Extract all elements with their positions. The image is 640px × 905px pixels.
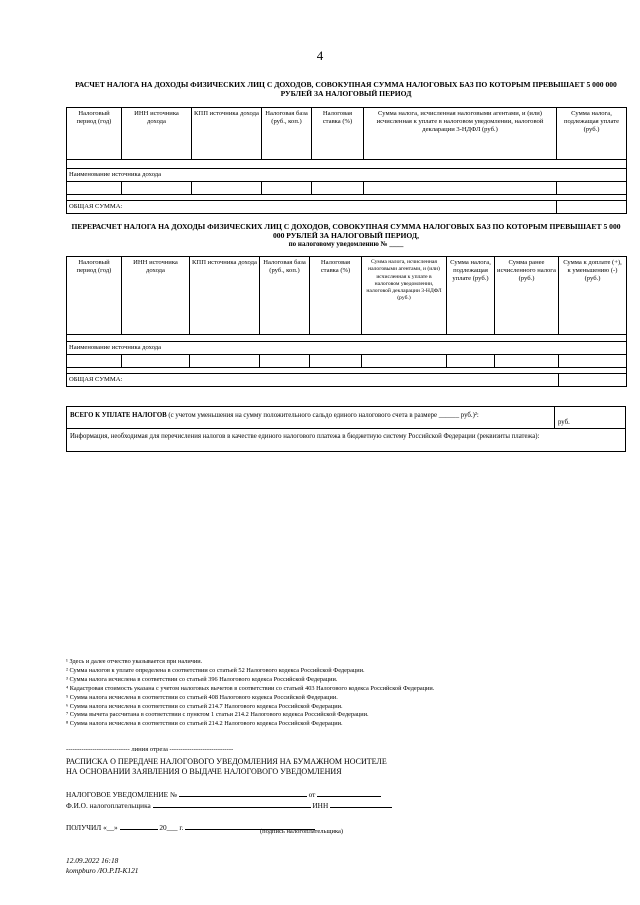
section1-source-label: Наименование источника дохода [67,169,627,182]
section2-title: ПЕРЕРАСЧЕТ НАЛОГА НА ДОХОДЫ ФИЗИЧЕСКИХ ЛИЦ С ДОХОДОВ, СОВОКУПНАЯ СУММА НАЛОГОВЫХ БАЗ ПО КОТОРЫМ ПРЕВЫШАЕТ 5 000 000 РУБЛЕЙ ЗА НАЛОГОВЫЙ ПЕРИОД, по налоговому уведомлению № ____ [66,222,626,249]
header-payable: Сумма налога, подлежащая уплате (руб.) [557,108,627,160]
from-label: от [308,790,316,799]
notice-number-field[interactable] [179,788,307,797]
fio-field[interactable] [153,799,311,808]
footnote: ² Сумма налогов к уплате определена в соответствии со статьей 52 Налогового кодекса Российской Федерации. [66,666,365,674]
print-datetime: 12.09.2022 16:18 [66,856,119,865]
print-footer [66,856,139,876]
total-to-pay-note: (с учетом уменьшения на сумму положительного сальдо единого налогового счета в размере ______ руб.)²: [168,412,479,419]
header-kpp: КПП источника дохода [190,257,260,335]
notice-number-label: НАЛОГОВОЕ УВЕДОМЛЕНИЕ № [66,790,177,799]
section2-table [66,256,627,387]
section1-table [66,107,627,214]
notice-date-field[interactable] [317,788,381,797]
section1-header-row [67,108,627,160]
header-period: Налоговый период (год) [67,108,122,160]
cut-line: ----------------------------- линия отреза ----------------------------- [66,746,234,753]
header-rate: Налоговая ставка (%) [310,257,362,335]
received-label: ПОЛУЧИЛ «__» [66,823,118,832]
header-base: Налоговая база (руб., коп.) [262,108,312,160]
signature-caption: (подпись налогоплательщика) [260,828,344,835]
section1-total-row [67,201,627,214]
fio-line [66,799,392,810]
section1-title: РАСЧЕТ НАЛОГА НА ДОХОДЫ ФИЗИЧЕСКИХ ЛИЦ С ДОХОДОВ, СОВОКУПНАЯ СУММА НАЛОГОВЫХ БАЗ ПО КОТОРЫМ ПРЕВЫШАЕТ 5 000 000 РУБЛЕЙ ЗА НАЛОГОВЫЙ ПЕРИОД [75,80,617,98]
header-kpp: КПП источника дохода [192,108,262,160]
inn-label: ИНН [312,801,329,810]
print-code: kompburo /Ю.Р.П-К121 [66,866,139,875]
header-inn: ИНН источника дохода [122,257,190,335]
footnote: ⁷ Сумма вычета рассчитана в соответствии с пунктом 1 статьи 214.2 Налогового кодекса Российской Федерации. [66,711,369,719]
section2-header-row [67,257,627,335]
header-rate: Налоговая ставка (%) [312,108,364,160]
fio-label: Ф.И.О. налогоплательщика [66,801,151,810]
header-payable: Сумма налога, подлежащая уплате (руб.) [447,257,495,335]
footnote: ⁵ Сумма налога исчислена в соответствии со статьей 408 Налогового кодекса Российской Федерации. [66,693,338,701]
header-calculated: Сумма налога, исчисленная налоговыми агентами, и (или) исчисленная к уплате в налоговом уведомлении, налоговой декларации 3-НДФЛ (руб.) [364,108,557,160]
section1-data-row [67,182,627,195]
header-period: Налоговый период (год) [67,257,122,335]
total-to-pay-box [66,406,626,452]
footnote: ⁸ Сумма налога исчислена в соответствии со статьей 214.2 Налогового кодекса Российской Федерации. [66,720,343,728]
footnote: ⁴ Кадастровая стоимость указана с учетом налоговых вычетов в соответствии со статьей 403 Налогового кодекса Российской Федерации. [66,684,435,692]
header-base: Налоговая база (руб., коп.) [260,257,310,335]
section2-total-row [67,374,627,387]
section2-total-label: ОБЩАЯ СУММА: [67,374,559,387]
header-previous: Сумма ранее исчисленного налога (руб.) [495,257,559,335]
payment-details-info: Информация, необходимая для перечисления налогов в качестве единого налогового платежа в бюджетную систему Российской Федерации (реквизиты платежа): [67,428,625,451]
header-inn: ИНН источника дохода [122,108,192,160]
notice-number-line [66,788,381,799]
page-number: 4 [316,48,324,63]
received-month-field[interactable] [120,821,158,830]
footnote: ¹ Здесь и далее отчество указывается при наличии. [66,658,203,665]
year-label: 20___ г. [159,823,184,832]
section1-total-label: ОБЩАЯ СУММА: [67,201,557,214]
footnote: ⁶ Сумма налога исчислена в соответствии со статьей 214.7 Налогового кодекса Российской Федерации. [66,702,343,710]
footnotes [66,658,626,729]
footnote: ³ Сумма налога исчислена в соответствии со статьей 396 Налогового кодекса Российской Федерации. [66,675,338,683]
section2-data-row [67,355,627,368]
total-to-pay-label: ВСЕГО К УПЛАТЕ НАЛОГОВ [70,412,167,419]
header-calculated: Сумма налога, исчисленная налоговыми агентами, и (или) исчисленная к уплате в налоговом уведомлении, налоговой декларации 3-НДФЛ (руб.) [362,257,447,335]
header-difference: Сумма к доплате (+), к уменьшению (-) (руб.) [559,257,627,335]
inn-field[interactable] [330,799,392,808]
total-currency: руб. [558,419,570,426]
section2-subtitle: по налоговому уведомлению № ____ [288,240,404,248]
receipt-title: РАСПИСКА О ПЕРЕДАЧЕ НАЛОГОВОГО УВЕДОМЛЕНИЯ НА БУМАЖНОМ НОСИТЕЛЕ НА ОСНОВАНИИ ЗАЯВЛЕНИЯ О ВЫДАЧЕ НАЛОГОВОГО УВЕДОМЛЕНИЯ [66,757,387,776]
section2-source-label: Наименование источника дохода [67,342,627,355]
